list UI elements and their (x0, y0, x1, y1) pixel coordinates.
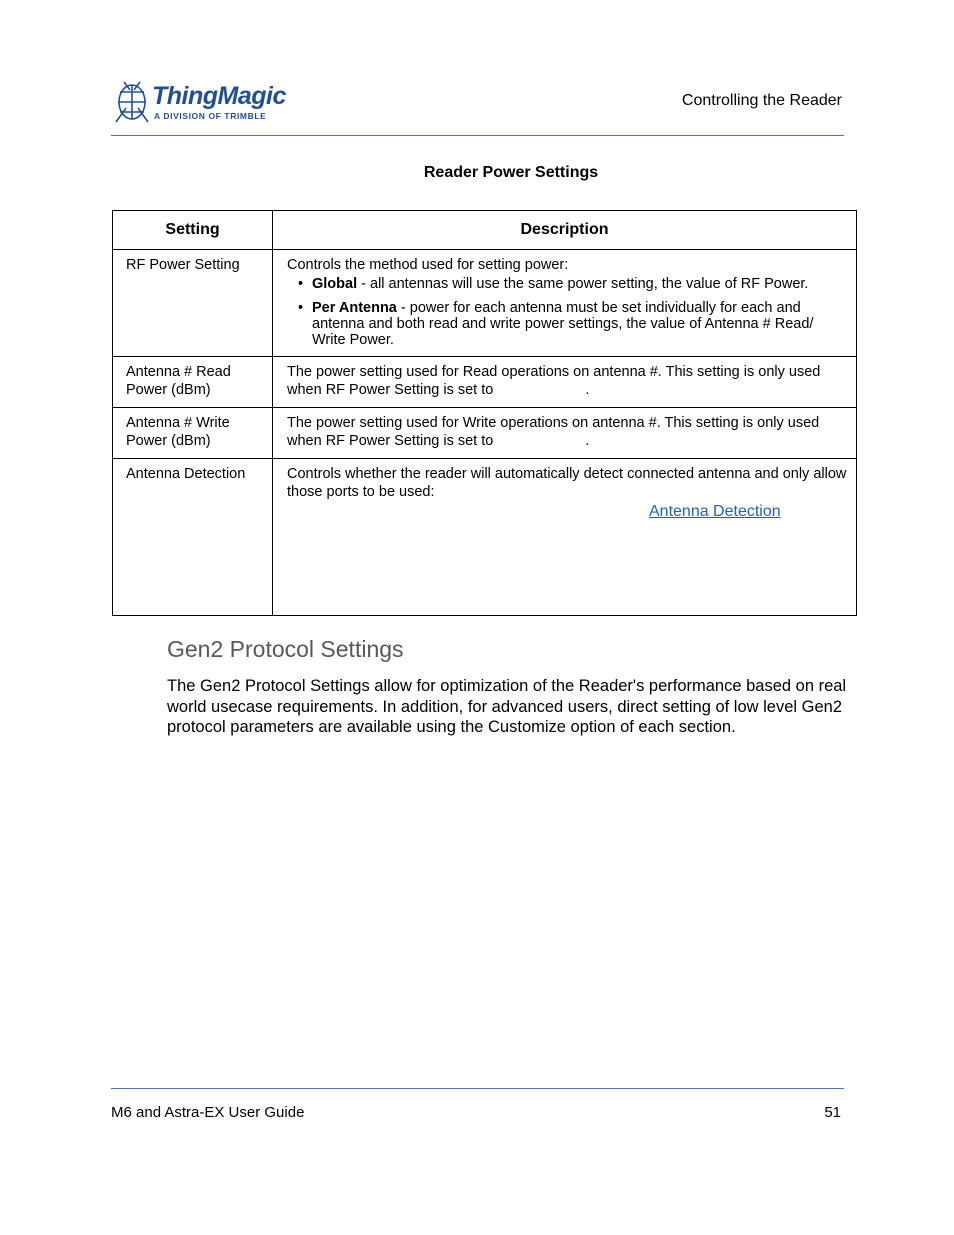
description-text: Controls the method used for setting power: (287, 257, 569, 273)
bullet-term: Per Antenna (312, 300, 397, 316)
setting-name: Antenna # Write Power (dBm) (126, 415, 230, 449)
bullet-text: - power for each antenna must be set individually for each and antenna and both read and write power settings, the value of Antenna # Read/ Write Power. (312, 300, 814, 348)
footer-doc-title: M6 and Astra-EX User Guide (111, 1104, 305, 1121)
thingmagic-logo (112, 78, 286, 130)
table-row (113, 250, 857, 357)
bullet-text: - all antennas will use the same power setting, the value of RF Power. (357, 276, 809, 292)
header-rule (111, 135, 844, 136)
setting-name: Antenna Detection (126, 466, 246, 482)
setting-name: Antenna # Read Power (dBm) (126, 364, 231, 398)
column-header-description: Description (273, 211, 857, 250)
bullet-term: Global (312, 276, 358, 292)
table-row (113, 459, 857, 616)
description-suffix: . (585, 382, 590, 398)
logo-emblem-icon (112, 78, 152, 128)
settings-table (112, 210, 857, 616)
description-text: The power setting used for Read operations on antenna #. This setting is only used when RF Power Setting is set to (287, 364, 821, 398)
description-text: The power setting used for Write operations on antenna #. This setting is only used when RF Power Setting is set to (287, 415, 820, 449)
table-header-row (113, 211, 857, 250)
logo-wordmark: ThingMagic (152, 82, 286, 110)
description-suffix: . (585, 433, 590, 449)
bullet-list (287, 276, 848, 348)
table-row (113, 357, 857, 408)
description-text: Controls whether the reader will automatically detect connected antenna and only allow those ports to be used: (287, 466, 847, 500)
section-heading: Gen2 Protocol Settings (167, 636, 404, 662)
table-caption: Reader Power Settings (423, 164, 599, 181)
running-header: Controlling the Reader (681, 92, 842, 109)
logo-tagline: A DIVISION OF TRIMBLE (154, 111, 267, 121)
table-row (113, 408, 857, 459)
antenna-detection-link[interactable]: Antenna Detection (649, 503, 781, 520)
list-item (312, 276, 848, 292)
body-paragraph: The Gen2 Protocol Settings allow for optimization of the Reader's performance based on real world usecase requirements. In addition, for advanced users, direct setting of low level Gen2 protocol parameters are available using the Customize option of each section. (167, 677, 847, 736)
page-number: 51 (824, 1104, 841, 1121)
list-item (312, 300, 848, 348)
column-header-setting: Setting (113, 211, 273, 250)
setting-name: RF Power Setting (126, 257, 240, 273)
footer-rule (111, 1088, 844, 1089)
